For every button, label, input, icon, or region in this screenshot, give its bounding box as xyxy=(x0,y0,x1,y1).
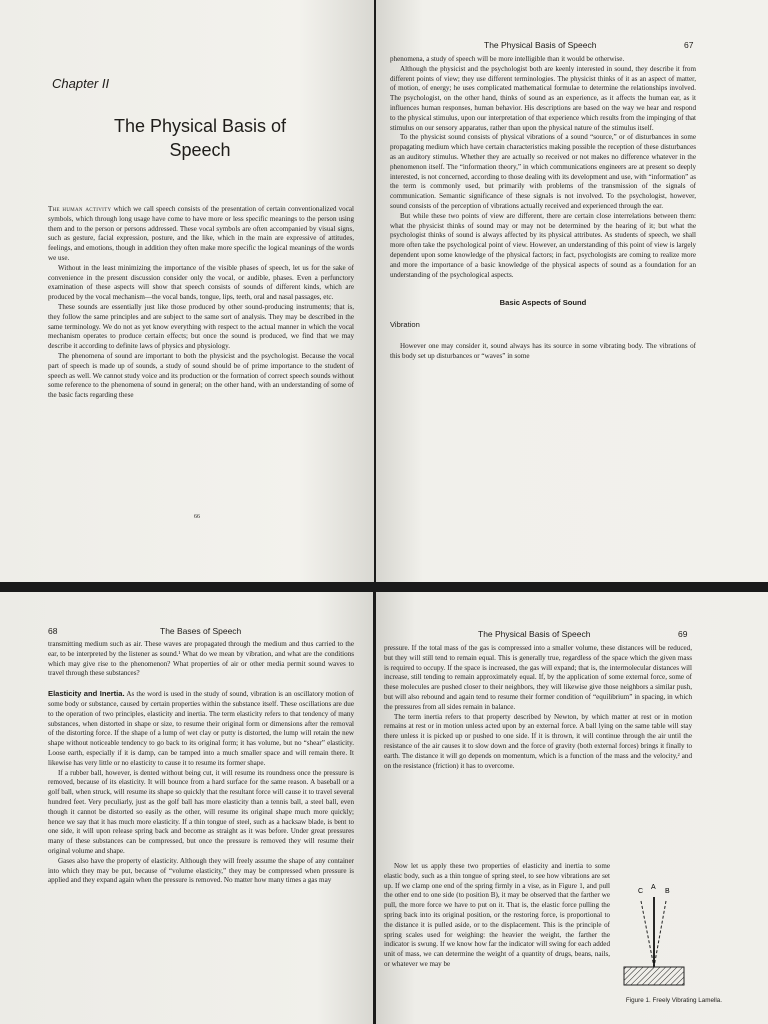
paragraph: Now let us apply these two properties of elasticity and inertia to some elastic body, such as a thin tongue of spring steel, to see how vibrations are set up. If we clamp one end of the spring firmly in a vise, as in Figure 1, and pull the other end to one side (to position B), it may be observed that the farther we pull, the more force we have to put on it. That is, the elastic force pulling the spring back into its original position, or the restoring force, is proportional to the distance it is pulled aside, or to the displacement. This is the principle of spring scales used for weighing: the heavier the weight, the farther the indicator is swung. If we know how far the indicator will swing for each added unit of mass, we can determine the weight of a quantity of drugs, beans, nails, or whatever we may be xyxy=(384,862,610,968)
page-number: 69 xyxy=(678,629,688,639)
paragraph: Gases also have the property of elasticity. Although they will freely assume the shape of any container into which they may be put, because of “volume elasticity,” they may be compressed when pressure is applied and they expand again when the pressure is removed. No matter how many times a gas may xyxy=(48,856,354,885)
paragraph: The phenomena of sound are important to both the physicist and the psychologist. Because the vocal part of speech is made up of sounds, a study of sound should be of prime importance to the student of speech as well. We cannot study voice and its production or the formation of correct speech sounds without some reference to the phenomena of sound in general; on the other hand, with an understanding of some of the basic facts regarding these xyxy=(48,351,354,400)
paragraph: If a rubber ball, however, is dented without being cut, it will resume its roundness once the pressure is removed, because of its elasticity. It will bounce from a hard surface for the same reason. A baseball or a golf ball, when struck, will resume its shape so quickly that the resultant force will cause it to travel several hundred feet. Very peculiarly, just as the golf ball has more elasticity than a tennis ball, a steel ball, even though it cannot be distorted so easily as the other, will resume its original shape much more quickly; hence we say that it has much more elasticity. If a thin tongue of steel, such as a hacksaw blade, is bent to one side, it will upon release spring back and become as straight as it was before. Under great pressures many of these substances can be compressed, but once the pressure is removed they will resume their original volume and shape. xyxy=(48,768,354,855)
lead-in: The human activity xyxy=(48,205,112,213)
page-66-body xyxy=(48,205,354,401)
folio: 66 xyxy=(194,514,200,520)
paragraph xyxy=(48,689,354,768)
page-69-body-wrap xyxy=(384,862,610,970)
paragraph: These sounds are essentially just like those produced by other sound-producing instruments; that is, they follow the same principles and are subject to the same sort of analysis. They may be described in the same terminology. We do not as yet know everything with respect to the actual manner in which the vocal mechanism operates to produce certain effects; but once the sound is produced, we find that we may describe it according to definite laws of physics and physiology. xyxy=(48,302,354,351)
page-67-body xyxy=(390,55,696,362)
page-69-body-top xyxy=(384,644,692,771)
label-a: A xyxy=(651,884,656,891)
page-69 xyxy=(376,592,768,1024)
running-header: The Physical Basis of Speech xyxy=(484,40,597,50)
paragraph: But while these two points of view are different, there are certain close interrelations between them: what the physicist thinks of sound may or may not be determined by the hearing of it; but what the psychologist thinks of sound is always affected by its physical attributes. As students of speech, we shall more often take the psychological point of view. However, an understanding of this point of view is largely dependent upon some knowledge of the physical factors; in fact, psychologists are coming to realize more and more the importance of a basic knowledge of the physical aspects of sound as a foundation for an understanding of the psychological aspects. xyxy=(390,211,696,279)
page-number: 68 xyxy=(48,626,58,636)
page-66 xyxy=(0,0,374,582)
label-c: C xyxy=(638,888,644,895)
page-68 xyxy=(0,592,373,1024)
paragraph: pressure. If the total mass of the gas is compressed into a smaller volume, these distances will be reduced, but they will still tend to remain equal. This is generally true, regardless of the space which the given mass is required to occupy. If the space is increased, the gas will expand; that is, the intermolecular distances will increase, still tending to remain approximately equal. If, by the application of some external force, some of these molecules are pushed closer to their neighbors, they will likewise give those neighbors a similar push, but will also rebound and again tend to resume their former condition of “equilibrium” in spacing, in which the pressures from all sides remain in balance. xyxy=(384,644,692,711)
label-b: B xyxy=(665,888,670,895)
page-68-body xyxy=(48,640,354,886)
paragraph-text: which we call speech consists of the presentation of certain conventionalized vocal symbols, which through long usage have come to have more or less specific meanings to the person using them and to the person or persons addressed. These vocal symbols are often accompanied by visual signs, such as gesture, facial expression, posture, and the like, which in the main are expressive of attitudes, feelings, and emotions, though in addition they often make more specific the logical meanings of the words we use. xyxy=(48,205,354,262)
paragraph: phenomena, a study of speech will be more intelligible than it would be otherwise. xyxy=(390,55,625,63)
chapter-label: Chapter II xyxy=(52,76,110,91)
paragraph xyxy=(48,205,354,264)
subheading: Vibration xyxy=(390,320,420,330)
page-number: 67 xyxy=(684,40,694,50)
section-heading: Basic Aspects of Sound xyxy=(499,298,587,308)
paragraph: Although the physicist and the psychologist both are keenly interested in sound, they describe it from different points of view; they use different terminologies. The physicist thinks of it as an aspect of matter, of motion, of energy; he uses complicated mathematical formulae to determine the relationships involved. The psychologist, on the other hand, thinks of sound as an experience, as it affects the human ear, as it influences human responses, human behavior. His descriptions are based on the way we hear and respond to the physical stimulus, upon our interpretation of that experience which results from the impinging of that stimulus on our sensory apparatus, rather than upon the physical nature of the stimulus itself. xyxy=(390,64,696,132)
paragraph: Without in the least minimizing the importance of the visible phases of speech, let us for the sake of convenience in the present discussion consider only the vocal, or audible, phases. Even a perfunctory examination of these aspects will show that speech consists of sounds of different kinds, which are produced by the vocal mechanism—the vocal bands, tongue, lips, teeth, oral and nasal passages, etc. xyxy=(48,263,354,302)
paragraph: However one may consider it, sound always has its source in some vibrating body. The vibrations of this body set up disturbances or “waves” in some xyxy=(390,341,696,360)
running-header: The Physical Basis of Speech xyxy=(478,629,591,639)
figure-caption: Figure 1. Freely Vibrating Lamella. xyxy=(625,997,723,1004)
vibrating-lamella-diagram xyxy=(614,877,734,995)
paragraph: The term inertia refers to that property described by Newton, by which matter at rest or in motion remains at rest or in motion unless acted upon by an external force. A ball lying on the same table will stay there unless it is picked up or pushed to one side. If it is thrown, it will continue through the air until the resistance of the air causes it to slow down and the force of gravity (both external forces) brings it finally to earth. The distance it will go depends on momentum, which is a function of the mass and the velocity,² and on the resistance (friction) it has to overcome. xyxy=(384,712,692,770)
paragraph: transmitting medium such as air. These waves are propagated through the medium and thus carried to the ear, to be interpreted by the listener as sound.¹ What do we mean by vibration, and what are the conditions which may give rise to the phenomenon? What properties of air or other media permit sound waves to travel through these substances? xyxy=(48,640,354,678)
chapter-title: The Physical Basis of Speech xyxy=(113,116,287,160)
page-67 xyxy=(376,0,768,582)
run-in-heading: Elasticity and Inertia. xyxy=(48,689,125,699)
running-header: The Bases of Speech xyxy=(160,626,242,636)
paragraph: To the physicist sound consists of physical vibrations of a sound “source,” or of disturbances in some propagating medium which have certain characteristics making possible the reception of these disturbances as an auditory stimulus. Whether they are actually so received or not makes no difference whatever in the phenomenon itself. The “information theory,” in which communications engineers are at present so deeply interested, is not concerned, according to those dealing with its development and use, with “information” as the term is commonly used, but primarily with problems of the transmission of the signals of communication. Semantic significance of these signals is not involved. To the psychologist, however, sound consists of the perception of vibrations actually received and experienced through the ear. xyxy=(390,133,696,210)
figure-1 xyxy=(614,877,734,1012)
paragraph-text: As the word is used in the study of sound, vibration is an oscillatory motion of some body or substance, caused by certain properties within the substance itself. These oscillations are due to the operation of two principles, elasticity and inertia. The term elasticity refers to that tendency of many substances, when distorted in shape or size, to resume their original form or dimensions after the removal of the distorting force. If the shape of a lump of wet clay or putty is distorted, the lump will retain the new shape without noticeable tendency to go back to its original form; it has volume, but no “shear” elasticity. Loose earth, especially if it is damp, can be tamped into a much smaller space and will remain there. It likewise has very little or no elasticity to cause it to resume its former shape. xyxy=(48,690,354,767)
